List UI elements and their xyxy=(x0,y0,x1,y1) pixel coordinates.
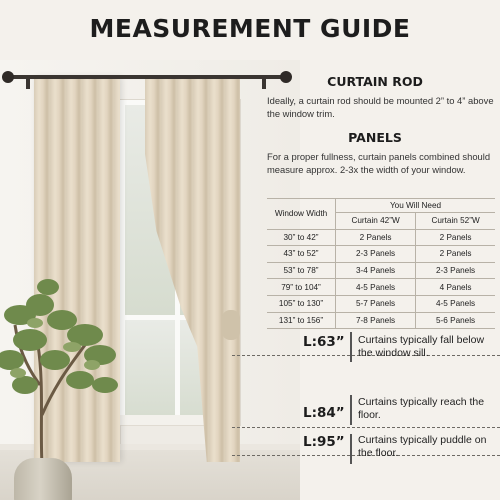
curtain-42-header: Curtain 42”W xyxy=(336,213,416,230)
length-line-84 xyxy=(232,427,500,428)
table-cell-42: 2 Panels xyxy=(336,229,416,246)
table-row xyxy=(267,279,495,296)
table-cell-52: 4 Panels xyxy=(416,279,495,296)
curtain-52-header: Curtain 52”W xyxy=(416,213,495,230)
length-divider xyxy=(350,332,352,362)
table-row xyxy=(267,312,495,329)
table-row xyxy=(267,229,495,246)
table-cell-52: 2 Panels xyxy=(416,246,495,263)
rod-bracket xyxy=(26,79,30,89)
curtain-tieback xyxy=(222,310,240,340)
table-row xyxy=(267,295,495,312)
table-cell-42: 7-8 Panels xyxy=(336,312,416,329)
table-cell-52: 2-3 Panels xyxy=(416,262,495,279)
table-cell-52: 2 Panels xyxy=(416,229,495,246)
table-cell-42: 3-4 Panels xyxy=(336,262,416,279)
table-row xyxy=(267,246,495,263)
curtain-photo xyxy=(0,60,300,500)
table-cell-width: 43” to 52” xyxy=(267,246,336,263)
table-cell-width: 105” to 130” xyxy=(267,295,336,312)
panels-heading: PANELS xyxy=(348,130,402,145)
curtain-rod xyxy=(6,75,286,79)
table-cell-42: 2-3 Panels xyxy=(336,246,416,263)
panels-text: For a proper fullness, curtain panels combined should measure approx. 2-3x the width of your window. xyxy=(267,151,491,175)
table-row xyxy=(267,262,495,279)
curtain-rod-text: Ideally, a curtain rod should be mounted 2” to 4” above the window trim. xyxy=(267,95,494,119)
table-cell-width: 131” to 156” xyxy=(267,312,336,329)
table-cell-width: 79” to 104” xyxy=(267,279,336,296)
length-label-95: L:95” xyxy=(300,434,348,450)
window-width-header: Window Width xyxy=(267,199,336,230)
table-cell-42: 4-5 Panels xyxy=(336,279,416,296)
length-divider xyxy=(350,434,352,464)
window-pane xyxy=(125,320,175,420)
curtain-rod-heading: CURTAIN ROD xyxy=(327,74,423,89)
plant-pot xyxy=(14,458,72,500)
table-cell-42: 5-7 Panels xyxy=(336,295,416,312)
length-desc-63: Curtains typically fall below the window sill. xyxy=(358,334,485,359)
length-label-84: L:84” xyxy=(300,405,348,421)
panel-guide-table xyxy=(267,198,495,329)
table-cell-52: 4-5 Panels xyxy=(416,295,495,312)
you-will-need-header: You Will Need xyxy=(336,199,496,213)
table-cell-52: 5-6 Panels xyxy=(416,312,495,329)
table-cell-width: 53” to 78” xyxy=(267,262,336,279)
length-desc-84: Curtains typically reach the floor. xyxy=(358,396,485,421)
table-cell-width: 30” to 42” xyxy=(267,229,336,246)
table-header-row xyxy=(267,199,495,213)
rod-finial-icon xyxy=(2,71,14,83)
length-desc-95: Curtains typically puddle on the floor. xyxy=(358,434,487,459)
length-divider xyxy=(350,395,352,425)
length-label-63: L:63” xyxy=(300,334,348,350)
page-title: MEASUREMENT GUIDE xyxy=(89,14,411,43)
